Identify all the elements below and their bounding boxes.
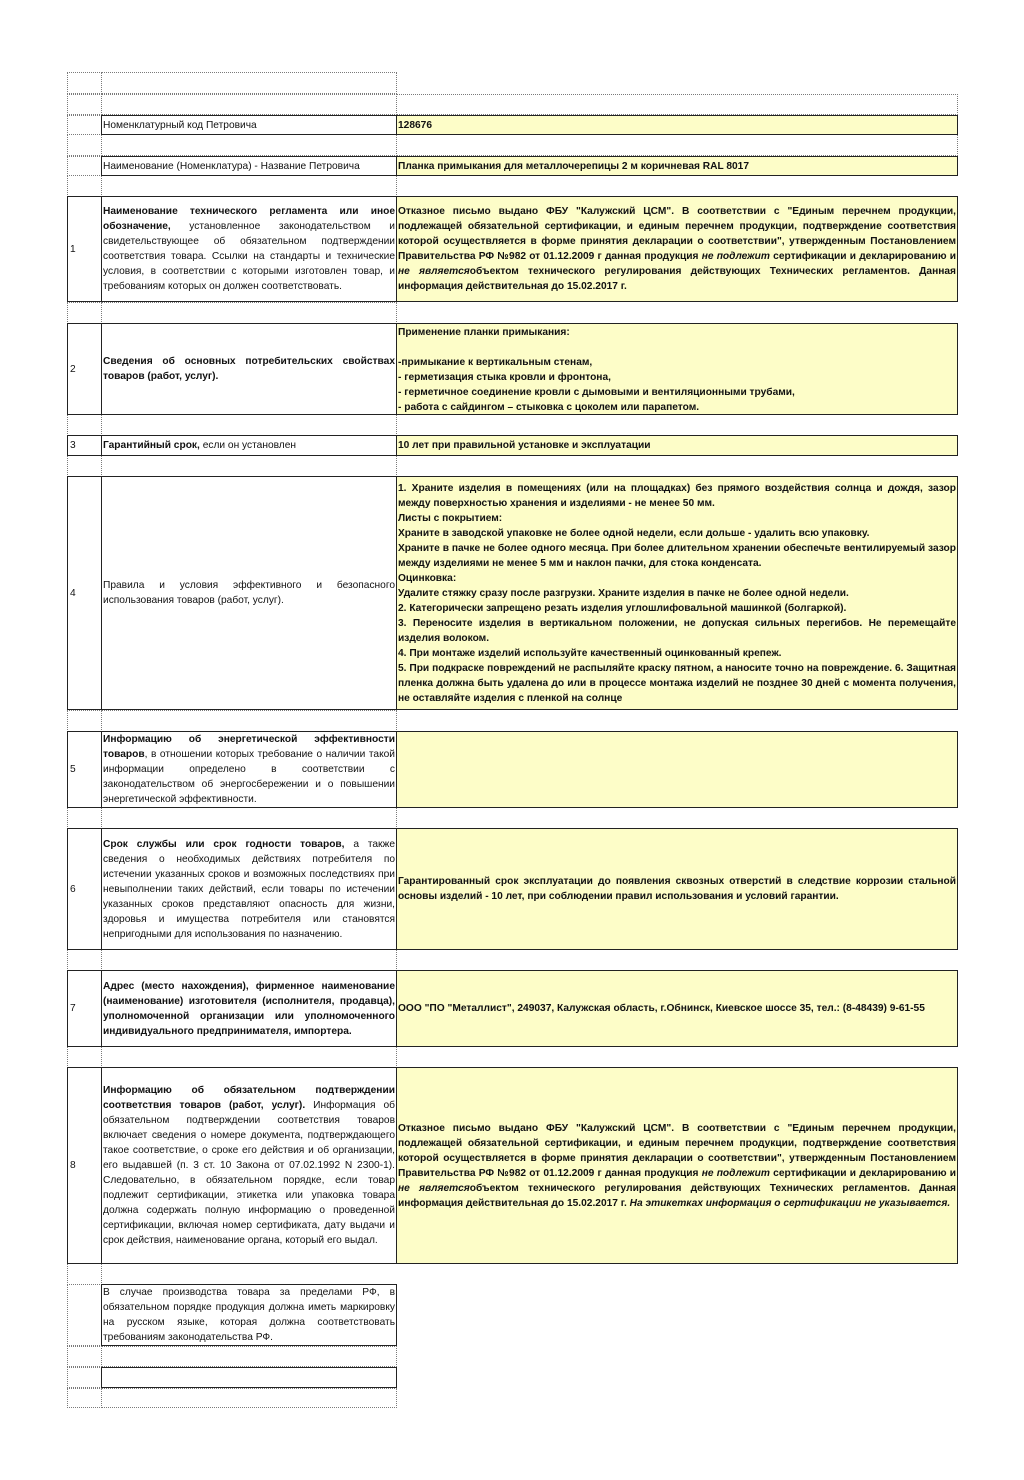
row-6-value: Гарантированный срок эксплуатации до появления сквозных отверстий в следствие коррозии стальной основы изделий - 10 лет, при соблюдении правил использования и условий гарантии. [396, 828, 958, 950]
label-bold: Срок службы или срок годности товаров, [103, 838, 345, 850]
empty-cell [67, 455, 102, 477]
value-para: 2. Категорически запрещено резать изделия углошлифовальной машинкой (болгаркой). [398, 603, 847, 614]
value-text: объектом технического регулирования действующих Технических регламентов. Данная информация действительная до 15.02.2017 г. [398, 266, 956, 292]
value-italic: не подлежит [701, 1167, 770, 1179]
row-3-label [101, 435, 397, 456]
value-text: Отказное письмо выдано ФБУ "Калужский ЦСМ". В соответствии с "Единым перечнем продукции, подлежащей обязательной сертификации, и единым перечнем продукции, подтверждение соответствия которой осуществляется в форме принятия декларации о соответствии", утвержденным Постановлением Правительства РФ №982 от 01.12.2009 г данная продукция [398, 1122, 956, 1179]
name-label: Наименование (Номенклатура) - Название Петровича [101, 156, 397, 176]
label-rest: , в отношении которых требование о наличии такой информации определено в соответствии с законодательством об энергосбережении и о повышении энергетической эффективности. [103, 749, 395, 805]
row-number: 2 [67, 323, 102, 415]
label-rest: а также сведения о необходимых действиях потребителя по истечении указанных сроков и возможных последствиях при невыполнении таких действий, если товары по истечении указанных сроков представляют опасность для жизни, здоровья и имущества потребителя или становятся непригодными для использования по назначению. [103, 838, 395, 940]
row-number: 4 [67, 476, 102, 710]
empty-cell [101, 710, 397, 732]
label-rest: Правила и условия эффективного и безопасного использования товаров (работ, услуг). [103, 580, 395, 606]
value-line: - герметичное соединение кровли с дымовыми и вентиляционными трубами, [398, 387, 795, 398]
value-para: 4. При монтаже изделий используйте качественный оцинкованный крепеж. [398, 648, 782, 659]
value-para: 3. Переносите изделия в вертикальном положении, не допуская сильных перегибов. Не перемещайте изделия волоком. [398, 618, 956, 644]
value-para: Храните в пачке не более одного месяца. При более длительном хранении обеспечьте вентилируемый зазор между изделиями не менее 5 мм и наклон пачки, для стока конденсата. [398, 543, 956, 569]
row-3-value: 10 лет при правильной установке и эксплуатации [396, 435, 958, 456]
value-line: -примыкание к вертикальным стенам, [398, 357, 593, 368]
label-rest: если он установлен [199, 440, 297, 451]
empty-cell [101, 302, 397, 324]
empty-cell [67, 1284, 102, 1346]
empty-cell [67, 94, 102, 115]
row-8-label [101, 1067, 397, 1264]
row-1-label [101, 196, 397, 302]
row-7-value: ООО "ПО "Металлист", 249037, Калужская область, г.Обнинск, Киевское шоссе 35, тел.: (8-48439) 9-61-55 [396, 970, 958, 1047]
empty-cell [396, 94, 958, 115]
row-2-label [101, 323, 397, 415]
empty-cell [396, 134, 958, 156]
empty-cell [67, 1346, 102, 1367]
row-number: 3 [67, 435, 102, 456]
value-italic: не подлежит [701, 251, 770, 262]
row-number: 5 [67, 731, 102, 808]
value-line [398, 340, 956, 355]
value-para: Удалите стяжку сразу после разгрузки. Храните изделия в пачке не более одной недели. [398, 588, 849, 599]
empty-cell [101, 949, 397, 971]
empty-cell [67, 1367, 102, 1388]
label-rest: установленное законодательством и свидетельствующее об обязательном подтверждении соответствия товара. Ссылки на стандарты и технические условия, в соответствии с которыми изготовлен товар, и требованиям которых он должен соответствовать. [103, 221, 395, 292]
label-bold: Наименование технического регламента или иное обозначение, [103, 206, 395, 232]
value-text: Отказное письмо выдано ФБУ "Калужский ЦСМ". В соответствии с "Единым перечнем продукции, подлежащей обязательной сертификации, и единым перечнем продукции, подтверждение соответствия которой осуществляется в форме принятия декларации о соответствии", утвержденным Постановлением Правительства РФ №982 от 01.12.2009 г данная продукция [398, 206, 956, 262]
empty-cell [67, 156, 102, 176]
row-2-value [396, 323, 958, 415]
value-text: объектом технического регулирования действующих Технических регламентов. Данная информация действительная до 15.02.2017 г. [398, 1182, 956, 1209]
value-para: Оцинковка: [398, 573, 457, 584]
row-7-label [101, 970, 397, 1047]
label-bold: Информацию об обязательном подтверждении соответствия товаров (работ, услуг). [103, 1085, 395, 1111]
label-bold: Сведения об основных потребительских свойствах товаров (работ, услуг). [103, 356, 395, 382]
value-para: 5. При подкраске повреждений не распыляйте краску пятном, а наносите точно на повреждение. 6. Защитная пленка должна быть удалена до или в процессе монтажа изделий не позднее 30 дней с момента получения, не оставляйте изделия с пленкой на солнце [398, 663, 956, 704]
row-5-value [396, 731, 958, 808]
empty-cell [101, 807, 397, 829]
empty-cell [67, 710, 102, 732]
empty-cell [67, 414, 102, 436]
value-text: сертификации и декларированию и [769, 251, 956, 262]
value-text: сертификации и декларированию и [769, 1167, 956, 1179]
value-para: Листы с покрытием: [398, 513, 503, 524]
value-para: 1. Храните изделия в помещениях (или на площадках) без прямого воздействия солнца и дождя, зазор между поверхностью хранения и изделиями - не менее 50 мм. [398, 483, 956, 509]
value-line: - герметизация стыка кровли и фронтона, [398, 372, 611, 383]
empty-cell [67, 1263, 102, 1285]
value-italic: не является [398, 1182, 470, 1194]
row-number: 7 [67, 970, 102, 1047]
label-bold: Адрес (место нахождения), фирменное наименование (наименование) изготовителя (исполнителя, продавца), уполномоченной организации или уполномоченного индивидуального предпринимателя, импортера. [103, 980, 395, 1037]
empty-cell [101, 1367, 397, 1388]
value-italic: На этикетках информация о сертификации не указывается. [629, 1197, 951, 1209]
value-para: Храните в заводской упаковке не более одной недели, если дольше - удалить всю упаковку. [398, 528, 870, 539]
empty-cell [101, 455, 397, 477]
empty-cell [67, 72, 102, 94]
empty-cell [101, 1388, 397, 1408]
row-1-value [396, 196, 958, 302]
row-8-value [396, 1067, 958, 1264]
empty-cell [67, 807, 102, 829]
empty-cell [67, 134, 102, 156]
label-rest: Информация об обязательном подтверждении соответствия товаров включает сведения о номере документа, подтверждающего такое соответствие, о сроке его действия и об организации, его выдавшей (п. 3 ст. 10 Закона от 07.02.1992 N 2300-1). Следовательно, в обязательном порядке, если товар подлежит сертификации, этикетка или упаковка товара должна содержать полную информацию о проведенной сертификации, включая номер сертификата, дату выдачи и срок действия, наименование органа, который его выдал. [103, 1100, 395, 1246]
empty-cell [67, 1388, 102, 1408]
empty-cell [67, 115, 102, 135]
row-number: 6 [67, 828, 102, 950]
empty-cell [101, 134, 397, 156]
row-6-label [101, 828, 397, 950]
label-bold: Гарантийный срок, [103, 440, 200, 451]
empty-cell [67, 175, 102, 197]
empty-cell [101, 175, 397, 197]
row-4-value [396, 476, 958, 710]
value-line: - работа с сайдингом – стыковка с цоколем или парапетом. [398, 402, 700, 413]
empty-cell [101, 414, 397, 436]
value-line: Применение планки примыкания: [398, 327, 570, 338]
empty-cell [101, 72, 397, 94]
code-label: Номенклатурный код Петровича [101, 115, 397, 135]
empty-cell [67, 302, 102, 324]
empty-cell [101, 94, 397, 115]
row-number: 8 [67, 1067, 102, 1264]
value-italic: не является [398, 266, 470, 277]
empty-cell [101, 1346, 397, 1367]
empty-cell [67, 1046, 102, 1068]
empty-cell [67, 949, 102, 971]
code-value: 128676 [396, 115, 958, 135]
label-bold: Информацию об энергетической эффективности товаров [103, 734, 395, 760]
row-number: 1 [67, 196, 102, 302]
footer-note: В случае производства товара за пределами РФ, в обязательном порядке продукция должна иметь маркировку на русском языке, которая должна соответствовать требованиям законодательства РФ. [101, 1284, 397, 1346]
row-4-label [101, 476, 397, 710]
name-value: Планка примыкания для металлочерепицы 2 м коричневая RAL 8017 [396, 156, 958, 176]
row-5-label [101, 731, 397, 808]
empty-cell [101, 1046, 397, 1068]
